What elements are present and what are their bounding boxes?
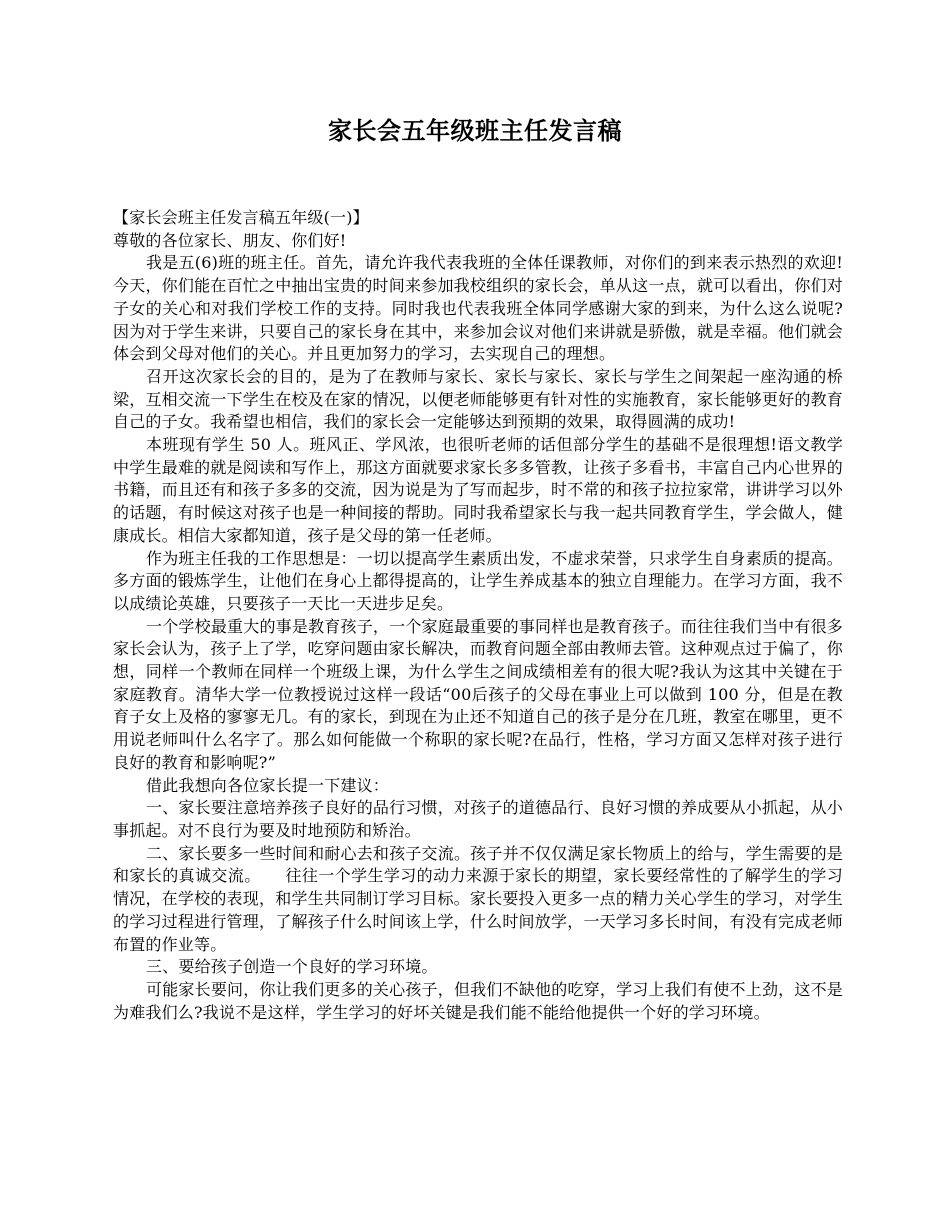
paragraph: 【家长会班主任发言稿五年级(一)】 <box>113 208 369 227</box>
document-title: 家长会五年级班主任发言稿 <box>328 116 622 145</box>
paragraph: 一个学校最重大的事是教育孩子，一个家庭最重要的事同样也是教育孩子。而往往我们当中有很多家长会认为，孩子上了学，吃穿问题由家长解决，而教育问题全部由教师去管。这种观点过于偏了，你想，同样一个教师在同样一个班级上课，为什么学生之间成绩相差有的很大呢?我认为这其中关键在于家庭教育。清华大学一位教授说过这样一段话“00后孩子的父母在事业上可以做到 100 分，但是在教育子女上及格的寥寥无几。有的家长，到现在为止还不知道自己的孩子是分在几班，教室在哪里，更不用说老师叫什么名字了。那么如何能做一个称职的家长呢?在品行，性格，学习方面又怎样对孩子进行良好的教育和影响呢?” <box>113 616 843 772</box>
document-body <box>113 207 843 1024</box>
paragraph: 尊敬的各位家长、朋友、你们好! <box>113 230 347 250</box>
paragraph: 三、要给孩子创造一个良好的学习环境。 <box>146 957 438 977</box>
paragraph: 可能家长要问，你让我们更多的关心孩子，但我们不缺他的吃穿，学习上我们有使不上劲，这不是为难我们么?我说不是这样，学生学习的好坏关键是我们能不能给他提供一个好的学习环境。 <box>113 979 843 1022</box>
paragraph: 二、家长要多一些时间和耐心去和孩子交流。孩子并不仅仅满足家长物质上的给与，学生需要的是和家长的真诚交流。 往往一个学生学习的动力来源于家长的期望，家长要经常性的了解学生的学习情况，在学校的表现，和学生共同制订学习目标。家长要投入更多一点的精力关心学生的学习，对学生的学习过程进行管理，了解孩子什么时间该上学，什么时间放学，一天学习多长时间，有没有完成老师布置的作业等。 <box>113 843 843 954</box>
paragraph: 作为班主任我的工作思想是：一切以提高学生素质出发，不虚求荣誉，只求学生自身素质的提高。多方面的锻炼学生，让他们在身心上都得提高的，让学生养成基本的独立自理能力。在学习方面，我不以成绩论英雄，只要孩子一天比一天进步足矣。 <box>113 548 843 613</box>
paragraph: 借此我想向各位家长提一下建议： <box>146 775 390 795</box>
paragraph: 本班现有学生 50 人。班风正、学风浓，也很听老师的话但部分学生的基础不是很理想!语文教学中学生最难的就是阅读和写作上，那这方面就要求家长多多管教，让孩子多看书，丰富自己内心世界的书籍，而且还有和孩子多多的交流，因为说是为了写而起步，时不常的和孩子拉拉家常，讲讲学习以外的话题，有时候这对孩子也是一种间接的帮助。同时我希望家长与我一起共同教育学生，学会做人，健康成长。相信大家都知道，孩子是父母的第一任老师。 <box>113 435 843 545</box>
paragraph: 召开这次家长会的目的，是为了在教师与家长、家长与家长、家长与学生之间架起一座沟通的桥梁，互相交流一下学生在校及在家的情况，以便老师能够更有针对性的实施教育，家长能够更好的教育自己的子女。我希望也相信，我们的家长会一定能够达到预期的效果，取得圆满的成功! <box>113 366 843 432</box>
paragraph: 我是五(6)班的班主任。首先，请允许我代表我班的全体任课教师，对你们的到来表示热烈的欢迎!今天，你们能在百忙之中抽出宝贵的时间来参加我校组织的家长会，单从这一点，就可以看出，你们对子女的关心和对我们学校工作的支持。同时我也代表我班全体同学感谢大家的到来，为什么这么说呢?因为对于学生来讲，只要自己的家长身在其中，来参加会议对他们来讲就是骄傲，就是幸福。他们就会体会到父母对他们的关心。并且更加努力的学习，去实现自己的理想。 <box>113 253 843 364</box>
paragraph: 一、家长要注意培养孩子良好的品行习惯，对孩子的道德品行、良好习惯的养成要从小抓起，从小事抓起。对不良行为要及时地预防和矫治。 <box>113 798 843 840</box>
